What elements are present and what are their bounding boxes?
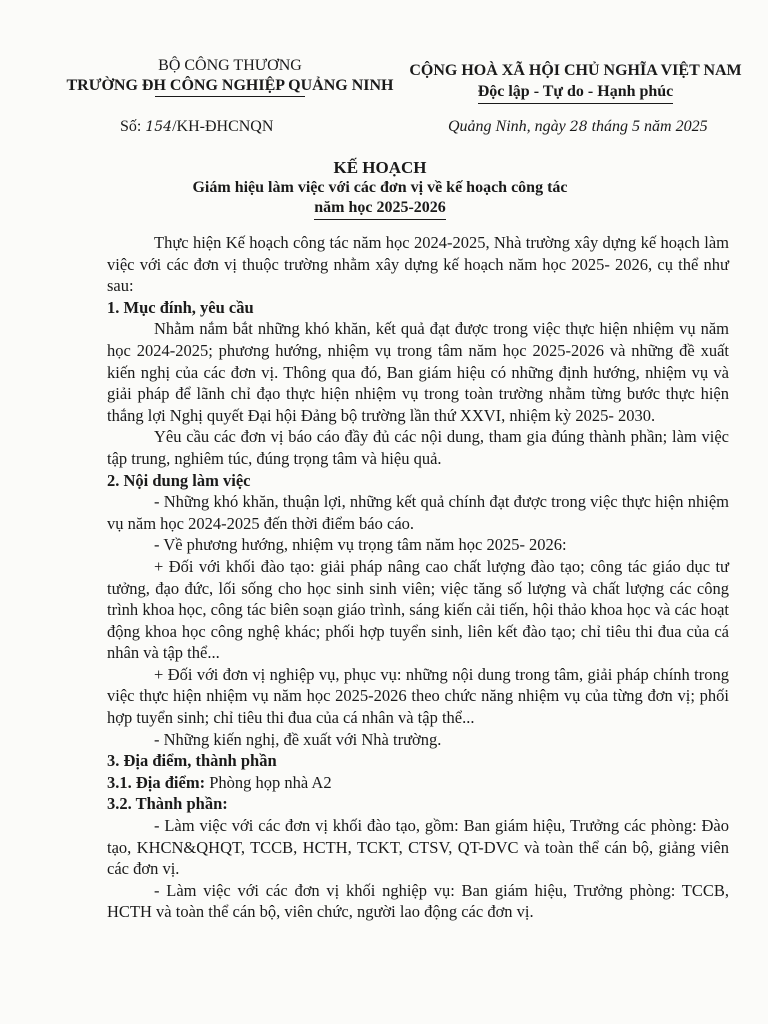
section-2-subitem-training: + Đối với khối đào tạo: giải pháp nâng cao chất lượng đào tạo; công tác giáo dục tư tưởng, đạo đức, lối sống cho học sinh sinh viên; việc tăng số lượng và chất lượng các công trình khoa học, công tác biên soạn giáo trình, sáng kiến cải tiến, hội thảo khoa học và các hoạt động khoa học công nghệ khác; phối hợp tuyển sinh, liên kết đào tạo; chỉ tiêu thi đua của cá nhân và tập thể... xyxy=(107,556,729,663)
doc-number-suffix: /KH-ĐHCNQN xyxy=(172,118,274,135)
section-1-paragraph-1: Nhằm nắm bắt những khó khăn, kết quả đạt được trong việc thực hiện nhiệm vụ năm học 2024-2025; phương hướng, nhiệm vụ trong tâm năm học 2025-2026 và những đề xuất kiến nghị của các đơn vị. Thông qua đó, Ban giám hiệu có những định hướng, nhiệm vụ và giải pháp để lãnh chỉ đạo thực hiện nhiệm vụ trong toàn trường nhằm từng bước thực hiện thắng lợi Nghị quyết Đại hội Đảng bộ trường lần thứ XXVI, nhiệm kỳ 2025- 2030. xyxy=(107,319,729,425)
header-right xyxy=(408,60,743,104)
section-3-2-item-1: - Làm việc với các đơn vị khối đào tạo, gồm: Ban giám hiệu, Trưởng các phòng: Đào tạo, KHCN&QHQT, TCCB, HCTH, TCKT, CTSV, QT-DVC và toàn thể cán bộ, giảng viên các đơn vị. xyxy=(107,816,729,879)
national-motto: Độc lập - Tự do - Hạnh phúc xyxy=(477,83,674,100)
ministry-name: BỘ CÔNG THƯƠNG xyxy=(158,57,302,74)
place: Quảng Ninh, ngày xyxy=(448,118,570,135)
section-2-item-3: - Những kiến nghị, đề xuất với Nhà trường. xyxy=(154,729,442,749)
intro-paragraph: Thực hiện Kế hoạch công tác năm học 2024-2025, Nhà trường xây dựng kế hoạch làm việc với các đơn vị thuộc trường nhằm xây dựng kế hoạch năm học 2025- 2026, cụ thể như sau: xyxy=(107,233,729,296)
document-body xyxy=(107,232,729,923)
section-3-1-label: 3.1. Địa điểm: xyxy=(107,772,206,792)
date-rest: tháng 5 năm 2025 xyxy=(587,118,708,135)
section-1-paragraph-2: Yêu cầu các đơn vị báo cáo đầy đủ các nội dung, tham gia đúng thành phần; làm việc tập trung, nghiêm túc, đúng trọng tâm và hiệu quả. xyxy=(107,427,729,468)
place-and-date xyxy=(448,118,708,136)
section-2-item-1: - Những khó khăn, thuận lợi, những kết quả chính đạt được trong việc thực hiện nhiệm vụ năm học 2024-2025 đến thời điểm báo cáo. xyxy=(107,492,729,533)
doc-number-prefix: Số: xyxy=(120,118,146,135)
school-name: TRƯỜNG ĐH CÔNG NGHIỆP QUẢNG NINH xyxy=(66,77,394,94)
section-3-2-item-2: - Làm việc với các đơn vị khối nghiệp vụ: Ban giám hiệu, Trưởng phòng: TCCB, HCTH và toàn thể cán bộ, viên chức, người lao động các đơn vị. xyxy=(107,880,729,922)
doc-number-handwritten: 154 xyxy=(145,119,173,135)
header-left xyxy=(60,56,400,97)
motto-block xyxy=(478,81,674,104)
title-line-2: Giám hiệu làm việc với các đơn vị về kế hoạch công tác xyxy=(192,179,568,196)
motto-underline xyxy=(478,103,674,104)
section-2-subitem-service: + Đối với đơn vị nghiệp vụ, phục vụ: những nội dung trong tâm, giải pháp chính trong việc thực hiện nhiệm vụ năm học 2025-2026 theo chức năng nhiệm vụ của từng đơn vị; phối hợp tuyển sinh; chỉ tiêu thi đua của cá nhân và tập thể... xyxy=(107,664,729,728)
section-2-item-2: - Về phương hướng, nhiệm vụ trọng tâm năm học 2025- 2026: xyxy=(154,535,567,555)
section-3-1-line xyxy=(107,772,729,794)
section-3-heading: 3. Địa điểm, thành phần xyxy=(107,751,277,771)
section-3-1-value: Phòng họp nhà A2 xyxy=(205,772,332,792)
document-number xyxy=(120,118,273,136)
date-day-handwritten: 28 xyxy=(569,119,588,135)
header-left-underline xyxy=(155,96,305,97)
document-title xyxy=(60,158,700,220)
title-line-1: KẾ HOẠCH xyxy=(333,158,427,177)
nation-name: CỘNG HOÀ XÃ HỘI CHỦ NGHĨA VIỆT NAM xyxy=(409,62,742,79)
title-line-3: năm học 2025-2026 xyxy=(314,198,446,220)
section-2-heading: 2. Nội dung làm việc xyxy=(107,470,251,490)
section-1-heading: 1. Mục đính, yêu cầu xyxy=(107,297,254,317)
section-3-2-heading: 3.2. Thành phần: xyxy=(107,794,228,814)
